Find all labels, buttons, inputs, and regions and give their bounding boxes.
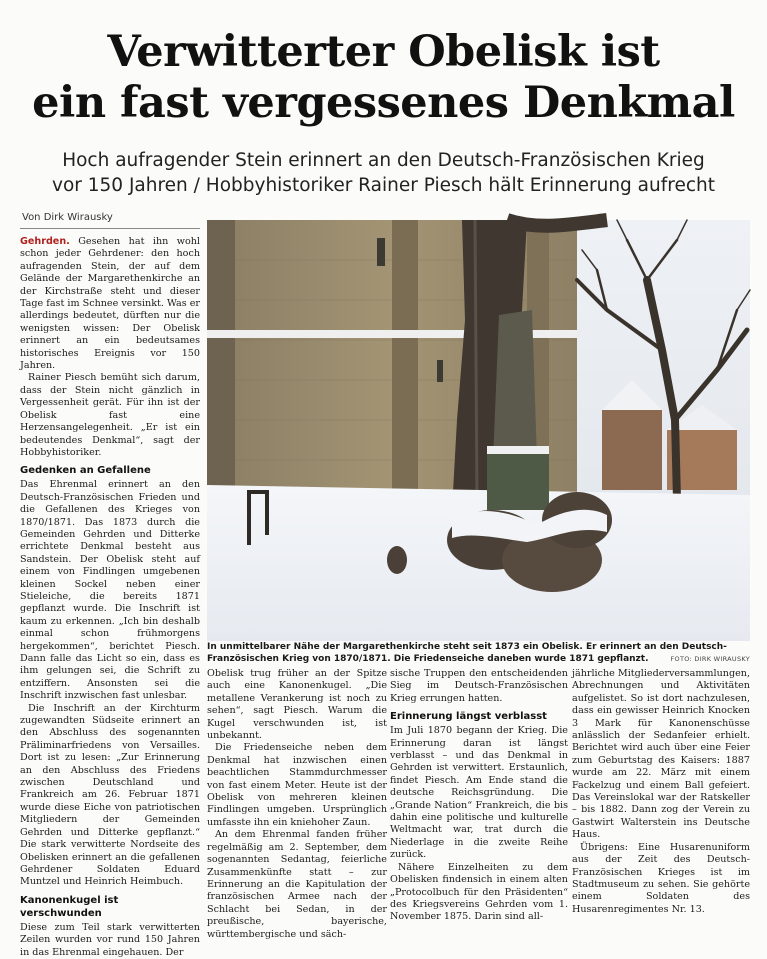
article-column-1 [20, 236, 200, 958]
article-column-4 [572, 668, 750, 928]
article-column-2 [207, 668, 387, 940]
subheadline [0, 148, 767, 198]
dateline: Gehrden. [20, 236, 70, 247]
paragraph: jährliche Mitgliederversammlungen, Abrechnungen und Aktivitäten aufgelistet. So ist dort nachzulesen, dass ein gewisser Heinrich Knocken 3 Mark für Kanonenschüsse anlässlich der Sedanfeier erhielt. Berichtet wird auch über eine Feier zum Geburtstag des Kaisers: 1887 wurde am 22. März mit einem Fackelzug und einem Ball gefeiert. Das Vereinslokal war der Ratskeller – bis 1882. Dann zog der Verein zu Gastwirt Walterstein ins Deutsche Haus. [572, 668, 750, 841]
paragraph: Obelisk trug früher an der Spitze auch eine Kanonenkugel. „Die metallene Verankerung ist noch zu sehen“, sagt Piesch. Warum die Kugel verschwunden ist, ist unbekannt. [207, 668, 387, 742]
paragraph: Diese zum Teil stark verwitterten Zeilen wurden vor rund 150 Jahren in das Ehrenmal eingehauen. Der [20, 921, 200, 958]
paragraph: Das Ehrenmal erinnert an den Deutsch-Französischen Frieden und die Gefallenen des Krieges von 1870/1871. Das 1873 durch die Gemeinden Gehrden und Ditterke errichtete Denkmal besteht aus Sandstein. Der Obelisk steht auf einem von Findlingen umgebenen kleinen Sockel neben einer Stieleiche, die bereits 1871 gepflanzt wurde. Die Inschrift ist kaum zu erkennen. „Ich bin deshalb einmal schon frühmorgens hergekommen“, berichtet Piesch. Dann falle das Licht so ein, dass es ihm gelungen sei, die Schrift zu entziffern. Ansonsten sei die Inschrift inzwischen fast unlesbar. [20, 479, 200, 702]
section-heading: Erinnerung längst verblasst [390, 711, 547, 723]
section-heading: Kanonenkugel ist verschwunden [20, 894, 119, 919]
byline: Von Dirk Wirausky [22, 212, 113, 223]
photo-credit: FOTO: DIRK WIRAUSKY [670, 655, 750, 663]
paragraph: Im Juli 1870 begann der Krieg. Die Erinnerung daran ist längst verblasst – und das Denkmal in Gehrden ist verwittert. Erstaunlich, findet Piesch. Am Ende stand die deutsche Reichsgründung. Die „Grande Nation“ Frankreich, die bis dahin eine politische und kulturelle Weltmacht war, trat durch die Niederlage in die zweite Reihe zurück. [390, 725, 568, 861]
article-photo [207, 220, 750, 641]
paragraph [20, 236, 200, 372]
headline-line-2: ein fast vergessenes Denkmal [32, 78, 735, 128]
obelisk-photo-illustration [207, 220, 750, 641]
paragraph: Übrigens: Eine Husarenuniform aus der Zeit des Deutsch-Französischen Krieges ist im Stadtmuseum zu sehen. Sie gehörte einem Soldaten des Husarenregimentes Nr. 13. [572, 841, 750, 915]
section-heading: Gedenken an Gefallene [20, 465, 151, 477]
paragraph: Nähere Einzelheiten zu dem Obelisken findensich in einem alten „Protocolbuch für den Präsidenten“ des Kriegsvereins Gehrden vom 1. November 1875. Darin sind all- [390, 861, 568, 923]
paragraph: Die Inschrift an der Kirchturm zugewandten Südseite erinnert an den Abschluss des sogenannten Präliminarfriedens von Versailles. Dort ist zu lesen: „Zur Erinnerung an den Abschluss des Friedens zwischen Deutschland und Frankreich am 26. Februar 1871 wurde diese Eiche von patriotischen Mitgliedern der Gemeinden Gehrden und Ditterke gepflanzt.“ Die stark verwitterte Nordseite des Obelisken erinnert an die gefallenen Gehrdener Soldaten Eduard Muntzel und Heinrich Heimbuch. [20, 702, 200, 888]
paragraph: sische Truppen den entscheidenden Sieg im Deutsch-Französischen Krieg errungen hatten. [390, 668, 568, 704]
article-column-3 [390, 668, 568, 928]
headline [0, 27, 767, 129]
paragraph: An dem Ehrenmal fanden früher regelmäßig am 2. September, dem sogenannten Sedantag, feierliche Zusammenkünfte statt – zur Erinnerung an die Kapitulation der französischen Armee nach der Schlacht bei Sedan, in der preußische, bayerische, württembergische und säch- [207, 829, 387, 940]
subheadline-line-2: vor 150 Jahren / Hobbyhistoriker Rainer Piesch hält Erinnerung aufrecht [52, 175, 715, 196]
byline-divider [20, 228, 200, 229]
paragraph-text: Gesehen hat ihn wohl schon jeder Gehrdener: den hoch aufragenden Stein, der auf dem Gelände der Margarethenkirche an der Kirchstraße steht und dieser Tage fast im Schnee versinkt. Was er allerdings bedeutet, dürften nur die wenigsten wissen: Der Obelisk erinnert an ein bedeutsames historisches Ereignis vor 150 Jahren. [20, 236, 200, 372]
paragraph: Die Friedenseiche neben dem Denkmal hat inzwischen einen beachtlichen Stammdurchmesser von fast einem Meter. Heute ist der Obelisk von mehreren kleinen Findlingen umgeben. Ursprünglich umfasste ihn ein kniehoher Zaun. [207, 742, 387, 828]
paragraph: Rainer Piesch bemüht sich darum, dass der Stein nicht gänzlich in Vergessenheit gerät. Für ihn ist der Obelisk fast eine Herzensangelegenheit. „Er ist ein bedeutendes Denkmal“, sagt der Hobbyhistoriker. [20, 372, 200, 458]
photo-caption: In unmittelbarer Nähe der Margarethenkirche steht seit 1873 ein Obelisk. Er erinnert an den Deutsch-Französischen Krieg von 1870/1871. Die Friedenseiche daneben wurde 1871 gepflanzt. [207, 642, 727, 664]
subheadline-line-1: Hoch aufragender Stein erinnert an den Deutsch-Französischen Krieg [62, 150, 705, 171]
headline-line-1: Verwitterter Obelisk ist [107, 27, 660, 77]
